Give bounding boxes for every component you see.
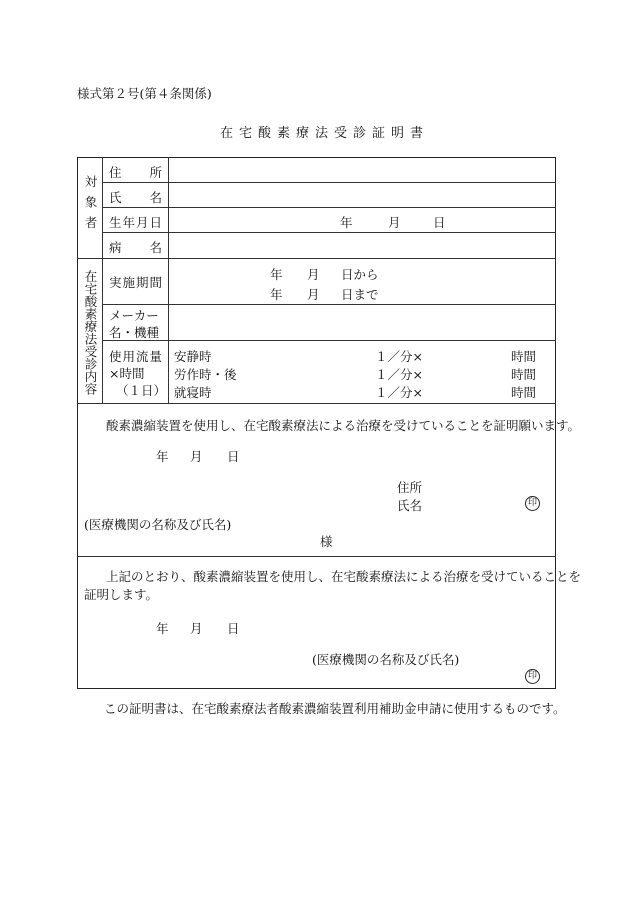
page-title: 在宅酸素療法受診証明書: [220, 126, 430, 141]
birth-day: 日: [433, 215, 446, 230]
name-label: 氏名: [109, 190, 191, 205]
section-line: [77, 403, 556, 404]
period-label: 実施期間: [109, 275, 164, 290]
disease-label: 病名: [109, 240, 191, 255]
flow-label-1: 使用流量: [109, 349, 164, 364]
request-date-day: 日: [227, 449, 240, 464]
seal-icon: 印: [525, 669, 540, 684]
maker-label-2: 名・機種: [109, 325, 160, 340]
request-date-month: 月: [190, 449, 203, 464]
row-line: [102, 182, 556, 183]
request-name-label: 氏名: [397, 498, 423, 513]
form-number: 様式第２号(第４条関係): [77, 86, 212, 101]
period-to-year: 年: [270, 287, 283, 302]
request-text: 酸素濃縮装置を使用し、在宅酸素療法による治療を受けていることを証明願います。: [106, 418, 581, 433]
certification-date-year: 年: [156, 621, 169, 636]
address-label-box: [109, 163, 191, 181]
section-label-target-text: 対象者: [83, 175, 98, 237]
address-label: 住所: [109, 165, 191, 180]
birth-label: 生年月日: [109, 215, 164, 230]
section-label-content: [82, 270, 98, 398]
flow-item-hours: 時間: [511, 385, 537, 400]
certification-date-month: 月: [190, 621, 203, 636]
row-line: [102, 304, 556, 305]
flow-label-3: （１日）: [116, 383, 167, 398]
certification-text-1: 上記のとおり、酸素濃縮装置を使用し、在宅酸素療法による治療を受けていることを: [106, 569, 582, 584]
flow-item-label: 安静時: [174, 349, 212, 364]
request-honorific: 様: [320, 534, 333, 549]
certification-date-day: 日: [227, 621, 240, 636]
period-from-year: 年: [270, 267, 283, 282]
period-from-day: 日から: [341, 267, 379, 282]
request-address-label: 住所: [397, 480, 423, 495]
section-label-target: [82, 175, 98, 240]
section-divider: [102, 157, 103, 403]
section-label-content-text: 在宅酸素療法受診内容: [83, 270, 98, 395]
flow-item-rate: １／分×: [375, 349, 423, 364]
certification-text-2: 証明します。: [84, 587, 159, 602]
maker-label-1: メーカー: [109, 308, 159, 323]
name-label-box: [109, 188, 191, 206]
row-line: [102, 232, 556, 233]
flow-item-hours: 時間: [511, 367, 537, 382]
period-from-month: 月: [307, 267, 320, 282]
flow-item-label: 就寝時: [174, 385, 212, 400]
seal-icon: 印: [525, 496, 540, 511]
disease-label-box: [109, 238, 191, 256]
period-to-day: 日まで: [341, 287, 379, 302]
birth-year: 年: [340, 215, 353, 230]
row-line: [102, 340, 556, 341]
flow-label-2: ×時間: [109, 366, 145, 381]
flow-item-label: 労作時・後: [174, 367, 237, 382]
birth-month: 月: [388, 215, 401, 230]
section-line: [77, 556, 556, 557]
footer-note: この証明書は、在宅酸素療法者酸素濃縮装置利用補助金申請に使用するものです。: [104, 701, 566, 716]
certification-institution-label: (医療機関の名称及び氏名): [312, 652, 460, 667]
flow-item-rate: １／分×: [375, 367, 423, 382]
row-line: [102, 207, 556, 208]
request-date-year: 年: [156, 449, 169, 464]
section-line: [77, 258, 556, 259]
flow-item-hours: 時間: [511, 349, 537, 364]
period-to-month: 月: [307, 287, 320, 302]
flow-item-rate: １／分×: [375, 385, 423, 400]
request-institution-label: (医療機関の名称及び氏名): [84, 517, 232, 532]
